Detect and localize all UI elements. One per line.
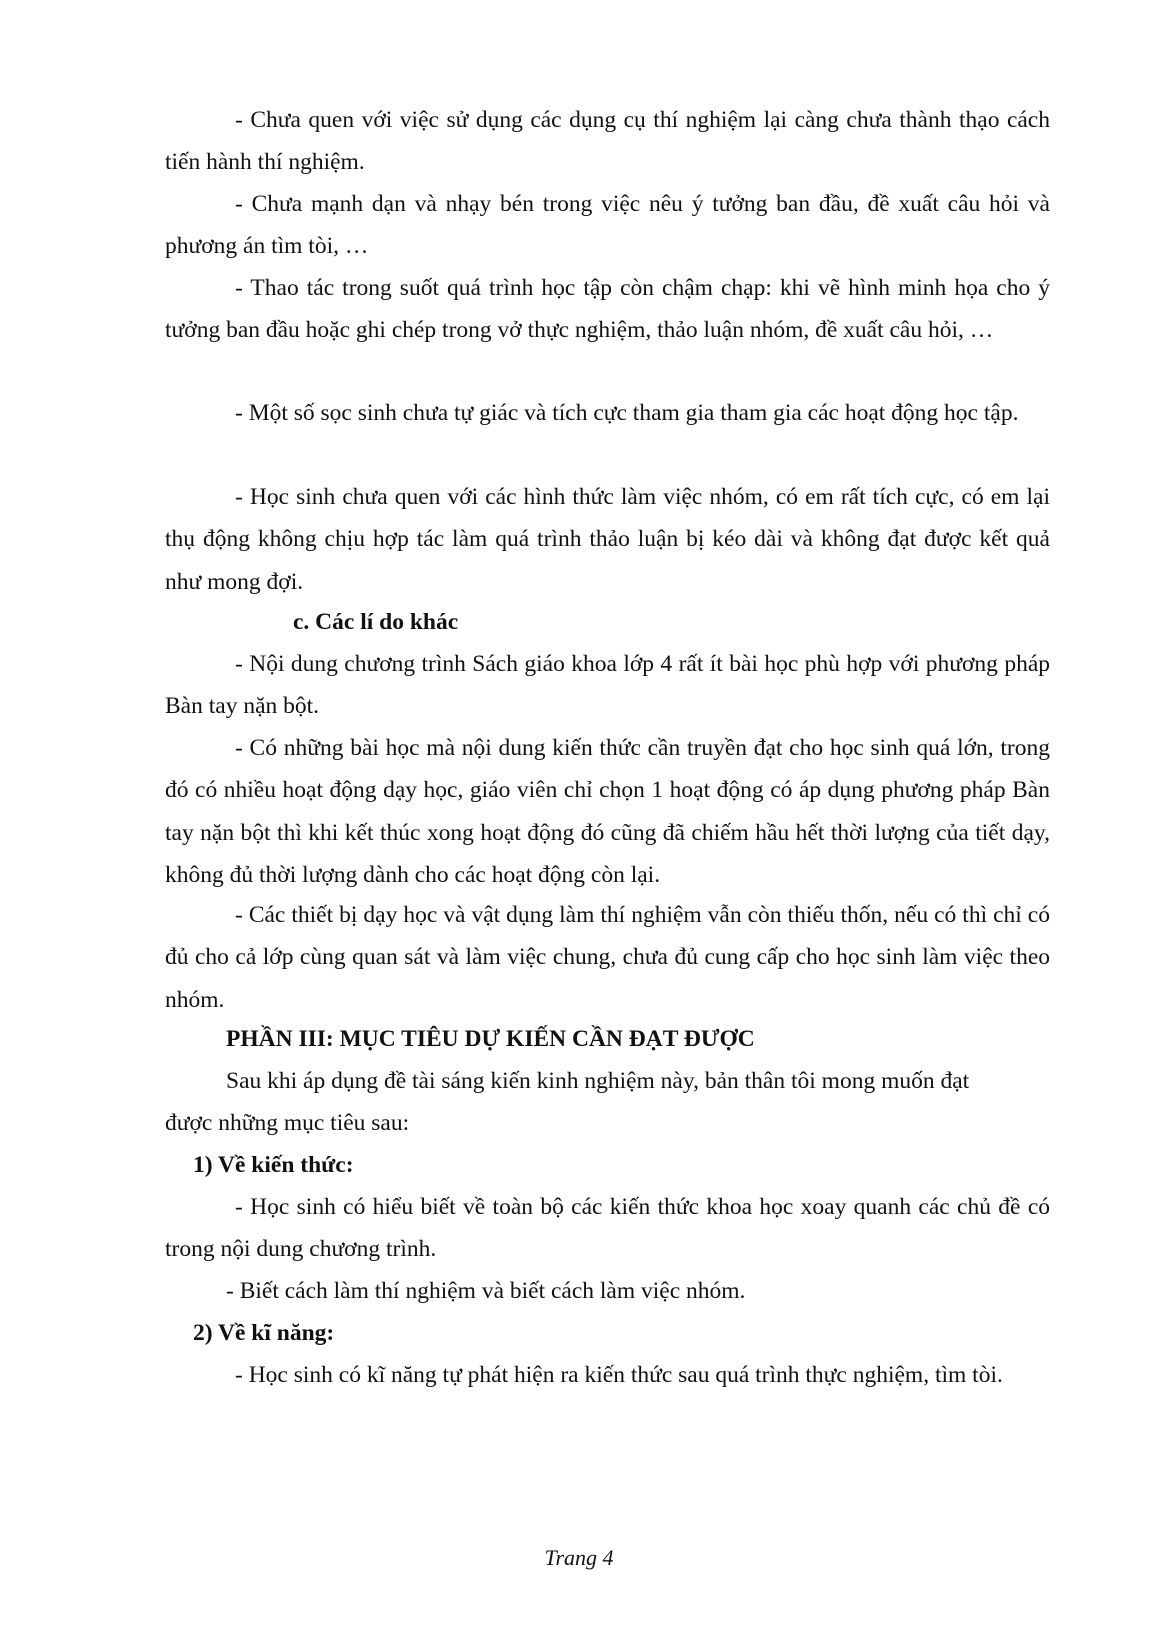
paragraph-4: - Một số sọc sinh chưa tự giác và tích cực tham gia tham gia các hoạt động học tập. [235,400,1019,426]
part-heading: PHẦN III: MỤC TIÊU DỰ KIẾN CẦN ĐẠT ĐƯỢC [226,1026,755,1052]
paragraph-3: - Thao tác trong suốt quá trình học tập còn chậm chạp: khi vẽ hình minh họa cho ý tưởng ban đầu hoặc ghi chép trong vở thực nghiệm, thảo luận nhóm, đề xuất câu hỏi, … [165,275,1050,344]
paragraph-2: - Chưa mạnh dạn và nhạy bén trong việc nêu ý tưởng ban đầu, đề xuất câu hỏi và phương án tìm tòi, … [165,191,1050,260]
paragraph-1: - Chưa quen với việc sử dụng các dụng cụ thí nghiệm lại càng chưa thành thạo cách tiến hành thí nghiệm. [165,107,1050,176]
section-heading-c: c. Các lí do khác [293,609,459,635]
paragraph-7: - Có những bài học mà nội dung kiến thức cần truyền đạt cho học sinh quá lớn, trong đó có nhiều hoạt động dạy học, giáo viên chỉ chọn 1 hoạt động có áp dụng phương pháp Bàn tay nặn bột thì khi kết thúc xong hoạt động đó cũng đã chiếm hầu hết thời lượng của tiết dạy, không đủ thời lượng dành cho các hoạt động còn lại. [165,735,1050,889]
paragraph-6: - Nội dung chương trình Sách giáo khoa lớp 4 rất ít bài học phù hợp với phương pháp Bàn tay nặn bột. [165,651,1050,720]
heading-knowledge: 1) Về kiến thức: [193,1152,354,1178]
paragraph-10: - Học sinh có hiểu biết về toàn bộ các kiến thức khoa học xoay quanh các chủ đề có trong nội dung chương trình. [165,1194,1050,1263]
heading-skills: 2) Về kĩ năng: [193,1320,335,1346]
paragraph-9-line-2: được những mục tiêu sau: [165,1110,410,1136]
paragraph-5: - Học sinh chưa quen với các hình thức làm việc nhóm, có em rất tích cực, có em lại thụ động không chịu hợp tác làm quá trình thảo luận bị kéo dài và không đạt được kết quả như mong đợi. [165,484,1050,595]
paragraph-11: - Biết cách làm thí nghiệm và biết cách làm việc nhóm. [226,1278,746,1304]
paragraph-12: - Học sinh có kĩ năng tự phát hiện ra kiến thức sau quá trình thực nghiệm, tìm tòi. [235,1362,1003,1388]
paragraph-9-line-1: Sau khi áp dụng đề tài sáng kiến kinh nghiệm này, bản thân tôi mong muốn đạt [226,1068,970,1094]
paragraph-8: - Các thiết bị dạy học và vật dụng làm thí nghiệm vẫn còn thiếu thốn, nếu có thì chỉ có đủ cho cả lớp cùng quan sát và làm việc chung, chưa đủ cung cấp cho học sinh làm việc theo nhóm. [165,902,1050,1013]
page-number: Trang 4 [544,1545,614,1570]
